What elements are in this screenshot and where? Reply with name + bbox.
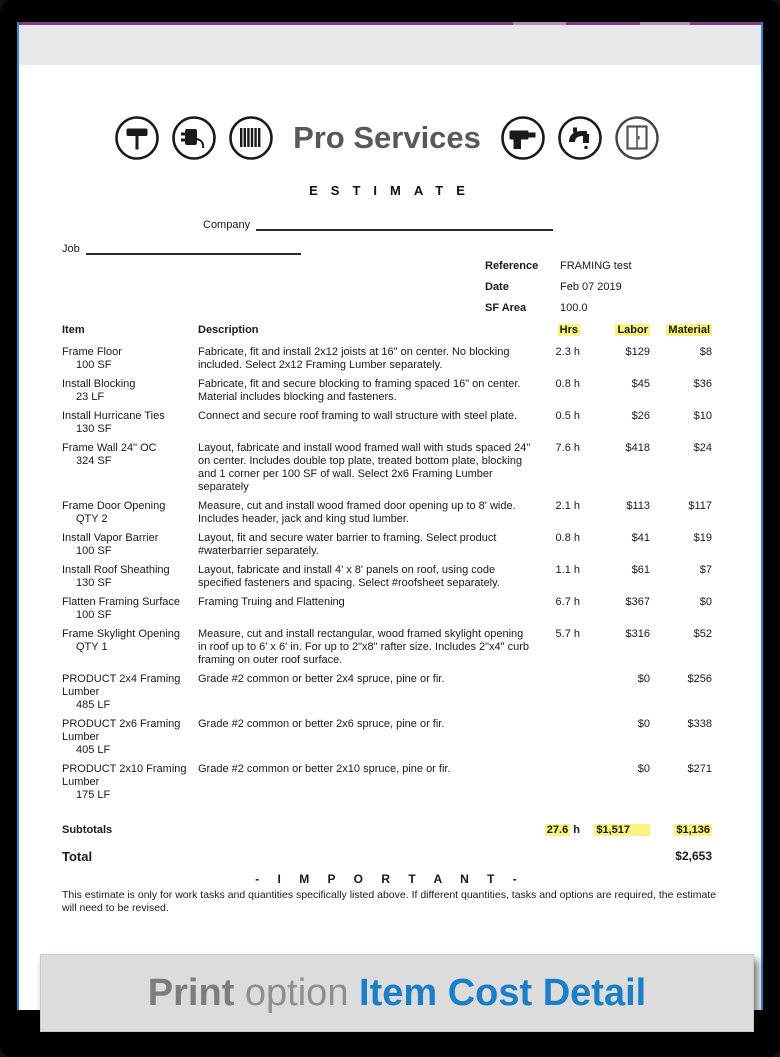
date-row [485, 281, 712, 293]
table-row [62, 628, 712, 667]
document-viewport [19, 25, 761, 1010]
material-cell: $338 [687, 718, 712, 730]
item-cell: PRODUCT 2x6 Framing Lumber 405 LF [62, 718, 181, 756]
table-row [62, 442, 712, 494]
subtotals-label: Subtotals [62, 824, 113, 836]
estimate-document [19, 115, 761, 915]
reference-value: FRAMING test [560, 260, 632, 272]
estimate-meta [485, 260, 712, 314]
description-cell: Layout, fit and secure water barrier to framing. Select product #waterbarrier separately. [198, 532, 497, 557]
col-header-item: Item [62, 324, 85, 336]
material-cell: $24 [693, 442, 712, 454]
sf-area-label: SF Area [485, 302, 527, 314]
company-label: Company [203, 219, 251, 231]
col-header-description: Description [198, 324, 259, 336]
date-label: Date [485, 281, 509, 293]
job-label: Job [62, 243, 80, 255]
hours-cell: 5.7 h [555, 628, 580, 640]
material-cell: $117 [688, 500, 712, 512]
description-cell: Layout, fabricate and install 4' x 8' panels on roof, using code specified fasteners and spacing. Select #roofsheet separately. [198, 564, 500, 589]
material-cell: $7 [699, 564, 712, 576]
description-cell: Framing Truing and Flattening [198, 596, 345, 608]
hours-cell: 0.8 h [555, 532, 580, 544]
plug-icon [171, 115, 217, 161]
brand-name: Pro Services [293, 120, 481, 155]
item-cell: Frame Floor 100 SF [62, 346, 122, 371]
labor-cell: $26 [631, 410, 650, 422]
window-top-accent-line [19, 22, 761, 25]
drill-icon [500, 115, 546, 161]
print-option-item-cost-detail-button[interactable] [40, 954, 754, 1032]
description-cell: Layout, fabricate and install wood framed wall with studs spaced 24" on center. Includes double top plate, treated bottom plate, blocking and 1 corner per 100 SF of wall. Select 2x6 Framing Lumber separately [198, 442, 531, 493]
material-cell: $10 [693, 410, 712, 422]
item-cell: Install Roof Sheathing 130 SF [62, 564, 170, 589]
window-right-edge [761, 22, 763, 1010]
labor-cell: $418 [625, 442, 650, 454]
window-left-edge [17, 22, 19, 1010]
table-row [62, 500, 712, 526]
item-cell: Frame Skylight Opening QTY 1 [62, 628, 180, 653]
job-blank-line [86, 242, 301, 255]
table-row [62, 532, 712, 558]
labor-cell: $0 [637, 718, 650, 730]
accent-segment [513, 22, 566, 25]
labor-cell: $129 [625, 346, 650, 358]
accent-segment [640, 22, 690, 25]
material-cell: $256 [687, 673, 712, 685]
table-row [62, 763, 712, 802]
col-header-hrs: Hrs [559, 324, 578, 336]
table-row [62, 718, 712, 757]
option-label: option [234, 971, 360, 1014]
subtotal-material: $1,136 [676, 824, 710, 836]
hours-cell: 1.1 h [555, 564, 580, 576]
hours-cell: 0.5 h [555, 410, 580, 422]
company-field [203, 218, 712, 231]
table-row [62, 596, 712, 622]
description-cell: Grade #2 common or better 2x4 spruce, pine or fir. [198, 673, 445, 685]
item-cell: Install Blocking 23 LF [62, 378, 136, 403]
table-row [62, 410, 712, 436]
table-row [62, 378, 712, 404]
table-row [62, 346, 712, 372]
table-row [62, 673, 712, 712]
col-header-material: Material [668, 324, 710, 336]
total-row [62, 850, 712, 863]
faucet-icon [557, 115, 603, 161]
material-cell: $36 [693, 378, 712, 390]
material-cell: $8 [699, 346, 712, 358]
col-header-labor: Labor [617, 324, 648, 336]
item-cell: Install Vapor Barrier 100 SF [62, 532, 159, 557]
material-cell: $0 [699, 596, 712, 608]
sf-area-row [485, 302, 712, 314]
labor-cell: $61 [631, 564, 650, 576]
description-cell: Connect and secure roof framing to wall structure with steel plate. [198, 410, 518, 422]
date-value: Feb 07 2019 [560, 281, 622, 293]
job-field [62, 242, 712, 255]
reference-row [485, 260, 712, 272]
item-cell: Frame Door Opening QTY 2 [62, 500, 166, 525]
reference-label: Reference [485, 260, 539, 272]
table-header-row [62, 324, 712, 337]
important-heading: - I M P O R T A N T - [255, 872, 519, 886]
description-cell: Grade #2 common or better 2x10 spruce, pine or fir. [198, 763, 451, 775]
hours-cell: 0.8 h [555, 378, 580, 390]
total-label: Total [62, 849, 93, 864]
hours-cell [542, 763, 580, 802]
radiator-icon [228, 115, 274, 161]
labor-cell: $41 [631, 532, 650, 544]
material-cell: $271 [687, 763, 712, 775]
labor-cell: $0 [637, 763, 650, 775]
table-row [62, 564, 712, 590]
estimate-table [62, 324, 712, 863]
item-cell: PRODUCT 2x10 Framing Lumber 175 LF [62, 763, 187, 801]
item-cost-detail-label: Item Cost Detail [359, 971, 647, 1014]
hours-cell: 6.7 h [555, 596, 580, 608]
hours-cell [542, 718, 580, 757]
subtotal-labor: $1,517 [580, 824, 650, 837]
material-cell: $19 [693, 532, 712, 544]
company-blank-line [256, 218, 553, 231]
print-label: Print [147, 971, 235, 1014]
hours-cell: 2.3 h [555, 346, 580, 358]
subtotal-hours: 27.6 h [546, 824, 580, 836]
subtotals-row [62, 824, 712, 837]
document-title: ESTIMATE [309, 183, 478, 198]
item-cell: Frame Wall 24" OC 324 SF [62, 442, 157, 467]
item-cell: PRODUCT 2x4 Framing Lumber 485 LF [62, 673, 181, 711]
table-body [62, 346, 712, 802]
description-cell: Fabricate, fit and secure blocking to framing spaced 16" on center. Material includes blocking and fasteners. [198, 378, 521, 403]
window-icon [614, 115, 660, 161]
labor-cell: $45 [631, 378, 650, 390]
total-value: $2,653 [675, 849, 712, 863]
description-cell: Measure, cut and install wood framed door opening up to 8' wide. Includes header, jack and king stud lumber. [198, 500, 516, 525]
toolbar-strip [19, 25, 761, 65]
labor-cell: $0 [637, 673, 650, 685]
description-cell: Grade #2 common or better 2x6 spruce, pine or fir. [198, 718, 445, 730]
description-cell: Measure, cut and install rectangular, wood framed skylight opening in roof up to 6' x 6' in. For up to 2"x8" rafter size. Includes 2"x4" curb framing on outer roof surface. [198, 628, 530, 666]
labor-cell: $316 [625, 628, 650, 640]
hours-cell [542, 673, 580, 712]
important-disclaimer: This estimate is only for work tasks and quantities specifically listed above. If different quantities, tasks and options are required, the estimate will need to be revised. [62, 889, 717, 914]
material-cell: $52 [693, 628, 712, 640]
item-cell: Flatten Framing Surface 100 SF [62, 596, 180, 621]
labor-cell: $113 [626, 500, 650, 512]
sf-area-value: 100.0 [560, 302, 588, 314]
labor-cell: $367 [625, 596, 650, 608]
hours-cell: 7.6 h [555, 442, 580, 454]
brand-header [62, 115, 712, 161]
description-cell: Fabricate, fit and install 2x12 joists at 16" on center. No blocking included. Select 2x12 Framing Lumber separately. [198, 346, 510, 371]
paint-roller-icon [114, 115, 160, 161]
item-cell: Install Hurricane Ties 130 SF [62, 410, 165, 435]
hours-cell: 2.1 h [555, 500, 580, 512]
